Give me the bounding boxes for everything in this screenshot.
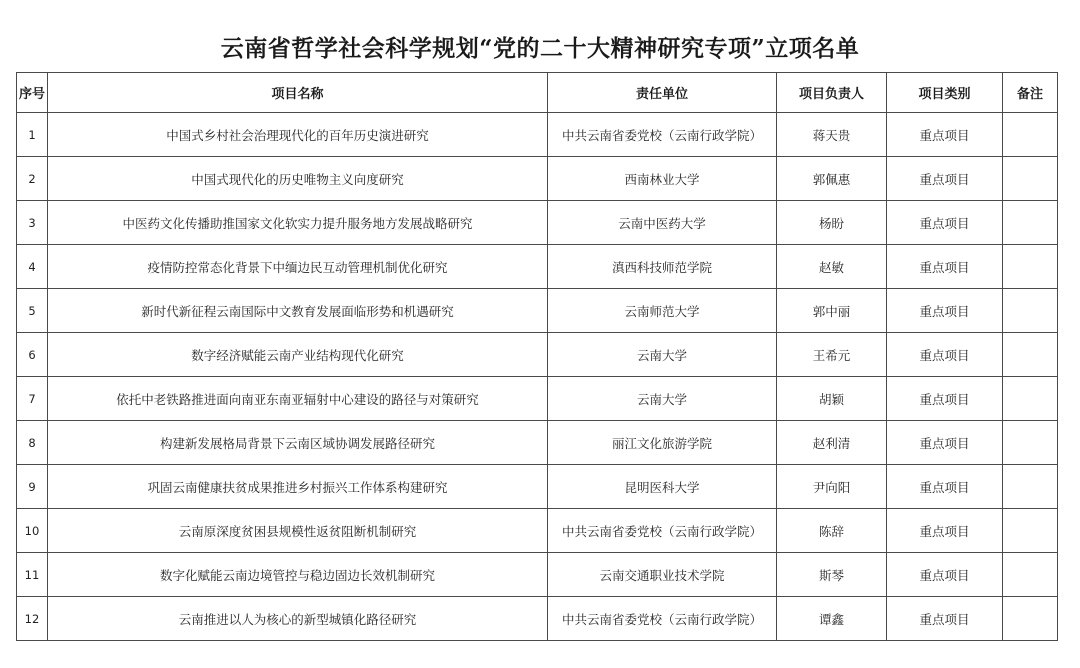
cell-project-category: 重点项目 bbox=[887, 553, 1003, 597]
cell-seq: 3 bbox=[17, 201, 48, 245]
table-row bbox=[17, 289, 1058, 333]
cell-responsible-unit: 云南中医药大学 bbox=[548, 201, 777, 245]
cell-project-leader: 郭佩惠 bbox=[777, 157, 887, 201]
cell-seq: 9 bbox=[17, 465, 48, 509]
cell-project-name: 数字经济赋能云南产业结构现代化研究 bbox=[48, 333, 548, 377]
cell-responsible-unit: 云南大学 bbox=[548, 333, 777, 377]
column-header-name: 项目名称 bbox=[48, 73, 548, 113]
cell-project-leader: 尹向阳 bbox=[777, 465, 887, 509]
cell-project-category: 重点项目 bbox=[887, 245, 1003, 289]
cell-project-leader: 赵利清 bbox=[777, 421, 887, 465]
cell-seq: 6 bbox=[17, 333, 48, 377]
column-header-seq: 序号 bbox=[17, 73, 48, 113]
cell-project-category: 重点项目 bbox=[887, 113, 1003, 157]
cell-responsible-unit: 昆明医科大学 bbox=[548, 465, 777, 509]
cell-responsible-unit: 中共云南省委党校（云南行政学院） bbox=[548, 597, 777, 641]
column-header-leader: 项目负责人 bbox=[777, 73, 887, 113]
table-row bbox=[17, 421, 1058, 465]
cell-seq: 4 bbox=[17, 245, 48, 289]
page-title: 云南省哲学社会科学规划“党的二十大精神研究专项”立项名单 bbox=[220, 35, 860, 62]
cell-seq: 10 bbox=[17, 509, 48, 553]
cell-project-leader: 斯琴 bbox=[777, 553, 887, 597]
cell-project-category: 重点项目 bbox=[887, 597, 1003, 641]
cell-project-name: 依托中老铁路推进面向南亚东南亚辐射中心建设的路径与对策研究 bbox=[48, 377, 548, 421]
cell-remark bbox=[1003, 553, 1058, 597]
cell-remark bbox=[1003, 289, 1058, 333]
cell-project-category: 重点项目 bbox=[887, 509, 1003, 553]
column-header-unit: 责任单位 bbox=[548, 73, 777, 113]
cell-responsible-unit: 西南林业大学 bbox=[548, 157, 777, 201]
table-row bbox=[17, 553, 1058, 597]
table-row bbox=[17, 377, 1058, 421]
cell-project-name: 中国式乡村社会治理现代化的百年历史演进研究 bbox=[48, 113, 548, 157]
cell-project-leader: 胡颖 bbox=[777, 377, 887, 421]
cell-project-leader: 王希元 bbox=[777, 333, 887, 377]
cell-remark bbox=[1003, 377, 1058, 421]
column-header-category: 项目类别 bbox=[887, 73, 1003, 113]
cell-project-name: 中国式现代化的历史唯物主义向度研究 bbox=[48, 157, 548, 201]
table-row bbox=[17, 333, 1058, 377]
cell-project-leader: 陈辞 bbox=[777, 509, 887, 553]
cell-responsible-unit: 云南大学 bbox=[548, 377, 777, 421]
cell-project-name: 构建新发展格局背景下云南区域协调发展路径研究 bbox=[48, 421, 548, 465]
cell-project-leader: 郭中丽 bbox=[777, 289, 887, 333]
cell-project-name: 数字化赋能云南边境管控与稳边固边长效机制研究 bbox=[48, 553, 548, 597]
table-row bbox=[17, 465, 1058, 509]
cell-responsible-unit: 中共云南省委党校（云南行政学院） bbox=[548, 509, 777, 553]
cell-remark bbox=[1003, 201, 1058, 245]
cell-remark bbox=[1003, 509, 1058, 553]
cell-responsible-unit: 滇西科技师范学院 bbox=[548, 245, 777, 289]
cell-project-name: 云南原深度贫困县规模性返贫阻断机制研究 bbox=[48, 509, 548, 553]
cell-project-category: 重点项目 bbox=[887, 465, 1003, 509]
table-row bbox=[17, 113, 1058, 157]
cell-project-category: 重点项目 bbox=[887, 201, 1003, 245]
cell-seq: 7 bbox=[17, 377, 48, 421]
table-header-row bbox=[17, 73, 1058, 113]
cell-project-category: 重点项目 bbox=[887, 421, 1003, 465]
cell-remark bbox=[1003, 113, 1058, 157]
cell-project-name: 新时代新征程云南国际中文教育发展面临形势和机遇研究 bbox=[48, 289, 548, 333]
cell-seq: 11 bbox=[17, 553, 48, 597]
cell-seq: 12 bbox=[17, 597, 48, 641]
cell-responsible-unit: 云南师范大学 bbox=[548, 289, 777, 333]
cell-project-name: 疫情防控常态化背景下中缅边民互动管理机制优化研究 bbox=[48, 245, 548, 289]
cell-remark bbox=[1003, 245, 1058, 289]
cell-project-category: 重点项目 bbox=[887, 157, 1003, 201]
table-row bbox=[17, 509, 1058, 553]
cell-remark bbox=[1003, 597, 1058, 641]
cell-remark bbox=[1003, 333, 1058, 377]
cell-project-category: 重点项目 bbox=[887, 377, 1003, 421]
cell-project-category: 重点项目 bbox=[887, 289, 1003, 333]
cell-project-name: 云南推进以人为核心的新型城镇化路径研究 bbox=[48, 597, 548, 641]
cell-seq: 2 bbox=[17, 157, 48, 201]
cell-project-leader: 赵敏 bbox=[777, 245, 887, 289]
cell-project-name: 中医药文化传播助推国家文化软实力提升服务地方发展战略研究 bbox=[48, 201, 548, 245]
cell-project-name: 巩固云南健康扶贫成果推进乡村振兴工作体系构建研究 bbox=[48, 465, 548, 509]
cell-remark bbox=[1003, 157, 1058, 201]
cell-responsible-unit: 云南交通职业技术学院 bbox=[548, 553, 777, 597]
cell-remark bbox=[1003, 421, 1058, 465]
cell-project-leader: 谭鑫 bbox=[777, 597, 887, 641]
column-header-remark: 备注 bbox=[1003, 73, 1058, 113]
cell-seq: 1 bbox=[17, 113, 48, 157]
cell-project-leader: 杨盼 bbox=[777, 201, 887, 245]
cell-project-leader: 蒋天贵 bbox=[777, 113, 887, 157]
table-row bbox=[17, 201, 1058, 245]
table-row bbox=[17, 597, 1058, 641]
table-row bbox=[17, 245, 1058, 289]
cell-seq: 8 bbox=[17, 421, 48, 465]
cell-remark bbox=[1003, 465, 1058, 509]
project-list-table bbox=[16, 72, 1058, 641]
cell-responsible-unit: 丽江文化旅游学院 bbox=[548, 421, 777, 465]
table-row bbox=[17, 157, 1058, 201]
cell-project-category: 重点项目 bbox=[887, 333, 1003, 377]
cell-seq: 5 bbox=[17, 289, 48, 333]
cell-responsible-unit: 中共云南省委党校（云南行政学院） bbox=[548, 113, 777, 157]
